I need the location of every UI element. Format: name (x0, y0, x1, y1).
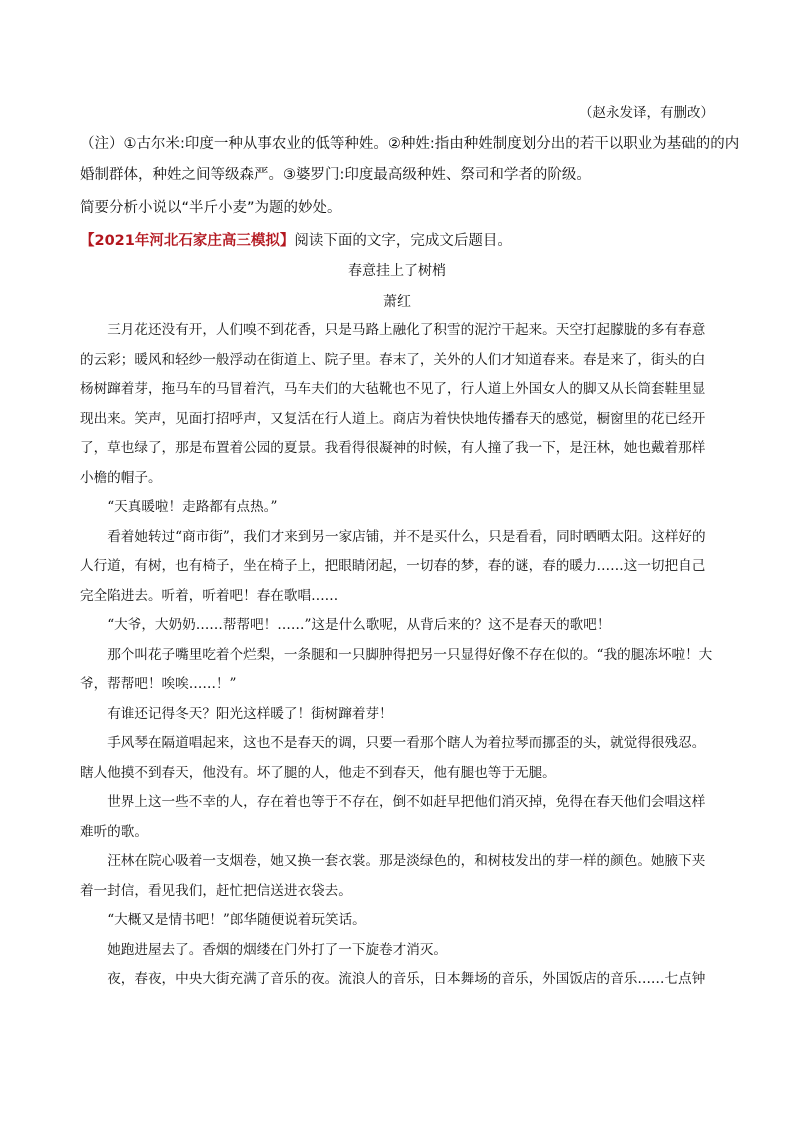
story-body (80, 316, 716, 995)
paragraph: 夜，春夜，中央大街充满了音乐的夜。流浪人的音乐，日本舞场的音乐，外国饭店的音乐……七点钟 (107, 971, 706, 987)
paragraph: 三月花还没有开，人们嗅不到花香，只是马路上融化了积雪的泥泞干起来。天空打起朦胧的多有春意的云彩；暖风和轻纱一般浮动在街道上、院子里。春末了，关外的人们才知道春来。春是来了，街头的白杨树蹿着芽，拖马车的马冒着汽，马车夫们的大毡靴也不见了，行人道上外国女人的脚又从长筒套鞋里显现出来。笑声，见面打招呼声，又复活在行人道上。商店为着快快地传播春天的感觉，橱窗里的花已经开了，草也绿了，那是布置着公园的夏景。我看得很凝神的时候，有人撞了我一下，是汪林，她也戴着那样小檐的帽子。 (80, 322, 706, 486)
source-note: （赵永发译，有删改） (579, 105, 714, 121)
exam-source-tag: 【2021年河北石家庄高三模拟】 (80, 233, 295, 249)
question-prompt: 简要分析小说以“半斤小麦”为题的妙处。 (80, 200, 342, 216)
paragraph: 有谁还记得冬天？阳光这样暖了！街树蹿着芽！ (107, 705, 393, 722)
paragraph: “天真暖啦！走路都有点热。” (107, 499, 278, 515)
exam-header (80, 229, 512, 250)
paragraph: 她跑进屋去了。香烟的烟缕在门外打了一下旋卷才消灭。 (107, 941, 448, 958)
exam-instruction: 阅读下面的文字，完成文后题目。 (294, 233, 512, 249)
paragraph: 世界上这一些不幸的人，存在着也等于不存在，倒不如赶早把他们消灭掉，免得在春天他们会唱这样难听的歌。 (80, 794, 706, 840)
story-title: 春意挂上了树梢 (348, 263, 446, 279)
story-author: 萧红 (383, 294, 411, 310)
paragraph: 看着她转过“商市街”，我们才来到另一家店铺，并不是买什么，只是看看，同时晒晒太阳。这样好的人行道，有树，也有椅子，坐在椅子上，把眼睛闭起，一切春的梦，春的谜，春的暖力……这一切把自己完全陷进去。听着，听着吧！春在歌唱…… (80, 528, 706, 604)
paragraph: 汪林在院心吸着一支烟卷，她又换一套衣裳。那是淡绿色的，和树枝发出的芽一样的颜色。她腋下夹着一封信，看见我们，赶忙把信送进衣袋去。 (80, 853, 706, 899)
paragraph: 那个叫花子嘴里吃着个烂梨，一条腿和一只脚肿得把另一只显得好像不存在似的。“我的腿冻坏啦！大爷，帮帮吧！唉唉……！” (80, 646, 713, 692)
annotation-line-2: 婚制群体，种姓之间等级森严。③婆罗门:印度最高级种姓、祭司和学者的阶级。 (80, 167, 591, 183)
paragraph: “大爷，大奶奶……帮帮吧！……”这是什么歌呢，从背后来的？这不是春天的歌吧！ (107, 617, 611, 633)
annotation-line-1: （注）①古尔米:印度一种从事农业的低等种姓。②种姓:指由种姓制度划分出的若干以职业为基础的的内 (80, 136, 740, 152)
paragraph: 手风琴在隔道唱起来，这也不是春天的调，只要一看那个瞎人为着拉琴而挪歪的头，就觉得很残忍。瞎人他摸不到春天，他没有。坏了腿的人，他走不到春天，他有腿也等于无腿。 (80, 735, 706, 781)
paragraph: “大概又是情书吧！”郎华随便说着玩笑话。 (107, 912, 366, 928)
